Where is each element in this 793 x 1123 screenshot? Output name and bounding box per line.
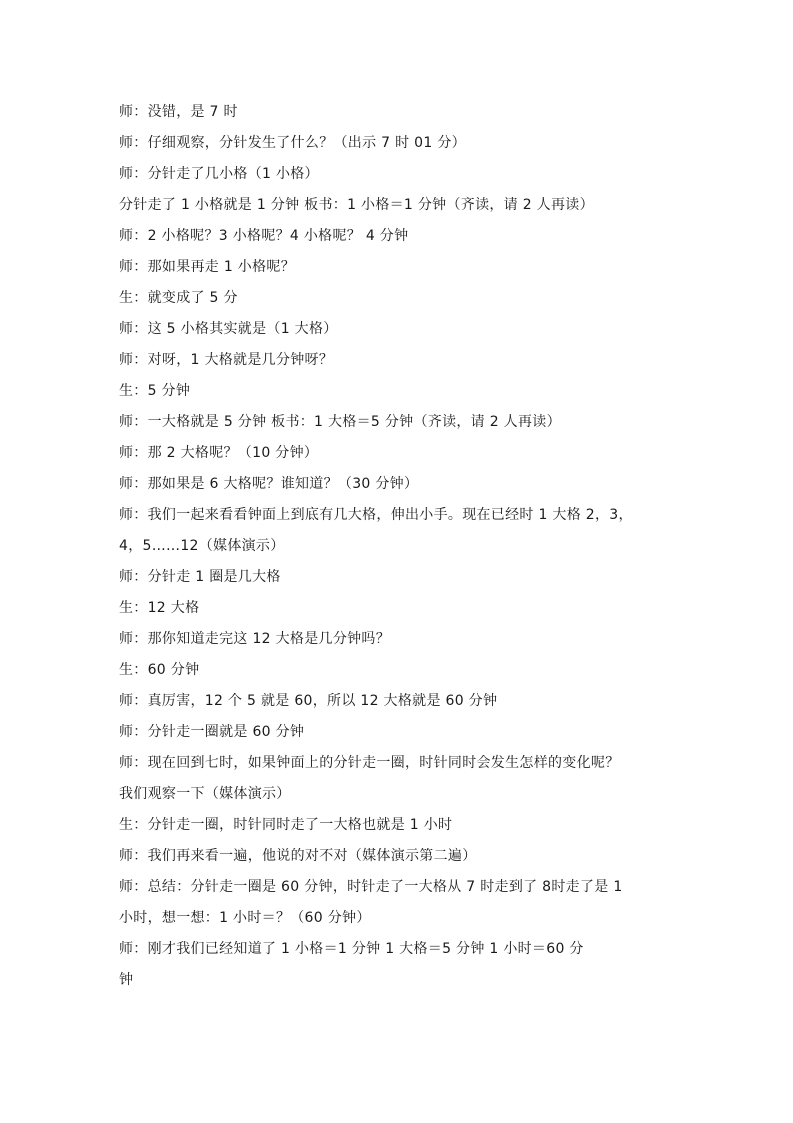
- text-line: 生：12 大格: [119, 600, 200, 616]
- text-line: 师：2 小格呢？3 小格呢？4 小格呢？ 4 分钟: [119, 228, 409, 244]
- text-line: 师：那如果是 6 大格呢？谁知道？（30 分钟）: [119, 476, 419, 492]
- document-body: [119, 97, 689, 996]
- text-line: 生：60 分钟: [119, 662, 200, 678]
- text-line: 师：刚才我们已经知道了 1 小格＝1 分钟 1 大格＝5 分钟 1 小时＝60 分: [119, 941, 584, 957]
- text-line: 师：一大格就是 5 分钟 板书：1 大格＝5 分钟（齐读，请 2 人再读）: [119, 414, 561, 430]
- text-line: 师：仔细观察，分针发生了什么？（出示 7 时 01 分）: [119, 135, 466, 151]
- text-line: 师：分针走了几小格（1 小格）: [119, 166, 319, 182]
- text-line: 生：就变成了 5 分: [119, 290, 238, 306]
- text-line: 我们观察一下（媒体演示）: [119, 786, 291, 802]
- text-line: 4，5……12（媒体演示）: [119, 538, 285, 554]
- text-line: 师：那如果再走 1 小格呢？: [119, 259, 296, 275]
- text-line: 师：总结：分针走一圈是 60 分钟，时针走了一大格从 7 时走到了 8时走了是 1: [119, 879, 623, 895]
- text-line: 生：5 分钟: [119, 383, 191, 399]
- text-line: 师：没错，是 7 时: [119, 104, 238, 120]
- text-line: 钟: [119, 972, 134, 988]
- text-line: 师：真厉害，12 个 5 就是 60，所以 12 大格就是 60 分钟: [119, 693, 498, 709]
- text-line: 师：现在回到七时，如果钟面上的分针走一圈，时针同时会发生怎样的变化呢？: [119, 755, 620, 771]
- text-line: 师：那你知道走完这 12 大格是几分钟吗？: [119, 631, 391, 647]
- text-line: 生：分针走一圈，时针同时走了一大格也就是 1 小时: [119, 817, 453, 833]
- text-line: 师：分针走 1 圈是几大格: [119, 569, 281, 585]
- text-line: 师：对呀，1 大格就是几分钟呀？: [119, 352, 334, 368]
- text-line: 师：我们再来看一遍，他说的对不对（媒体演示第二遍）: [119, 848, 477, 864]
- text-line: 分针走了 1 小格就是 1 分钟 板书：1 小格＝1 分钟（齐读，请 2 人再读）: [119, 197, 594, 213]
- text-line: 师：这 5 小格其实就是（1 大格）: [119, 321, 338, 337]
- text-line: 小时，想一想：1 小时＝？（60 分钟）: [119, 910, 371, 926]
- text-line: 师：分针走一圈就是 60 分钟: [119, 724, 305, 740]
- text-line: 师：我们一起来看看钟面上到底有几大格，伸出小手。现在已经时 1 大格 2，3，: [119, 507, 633, 523]
- text-line: 师：那 2 大格呢？（10 分钟）: [119, 445, 319, 461]
